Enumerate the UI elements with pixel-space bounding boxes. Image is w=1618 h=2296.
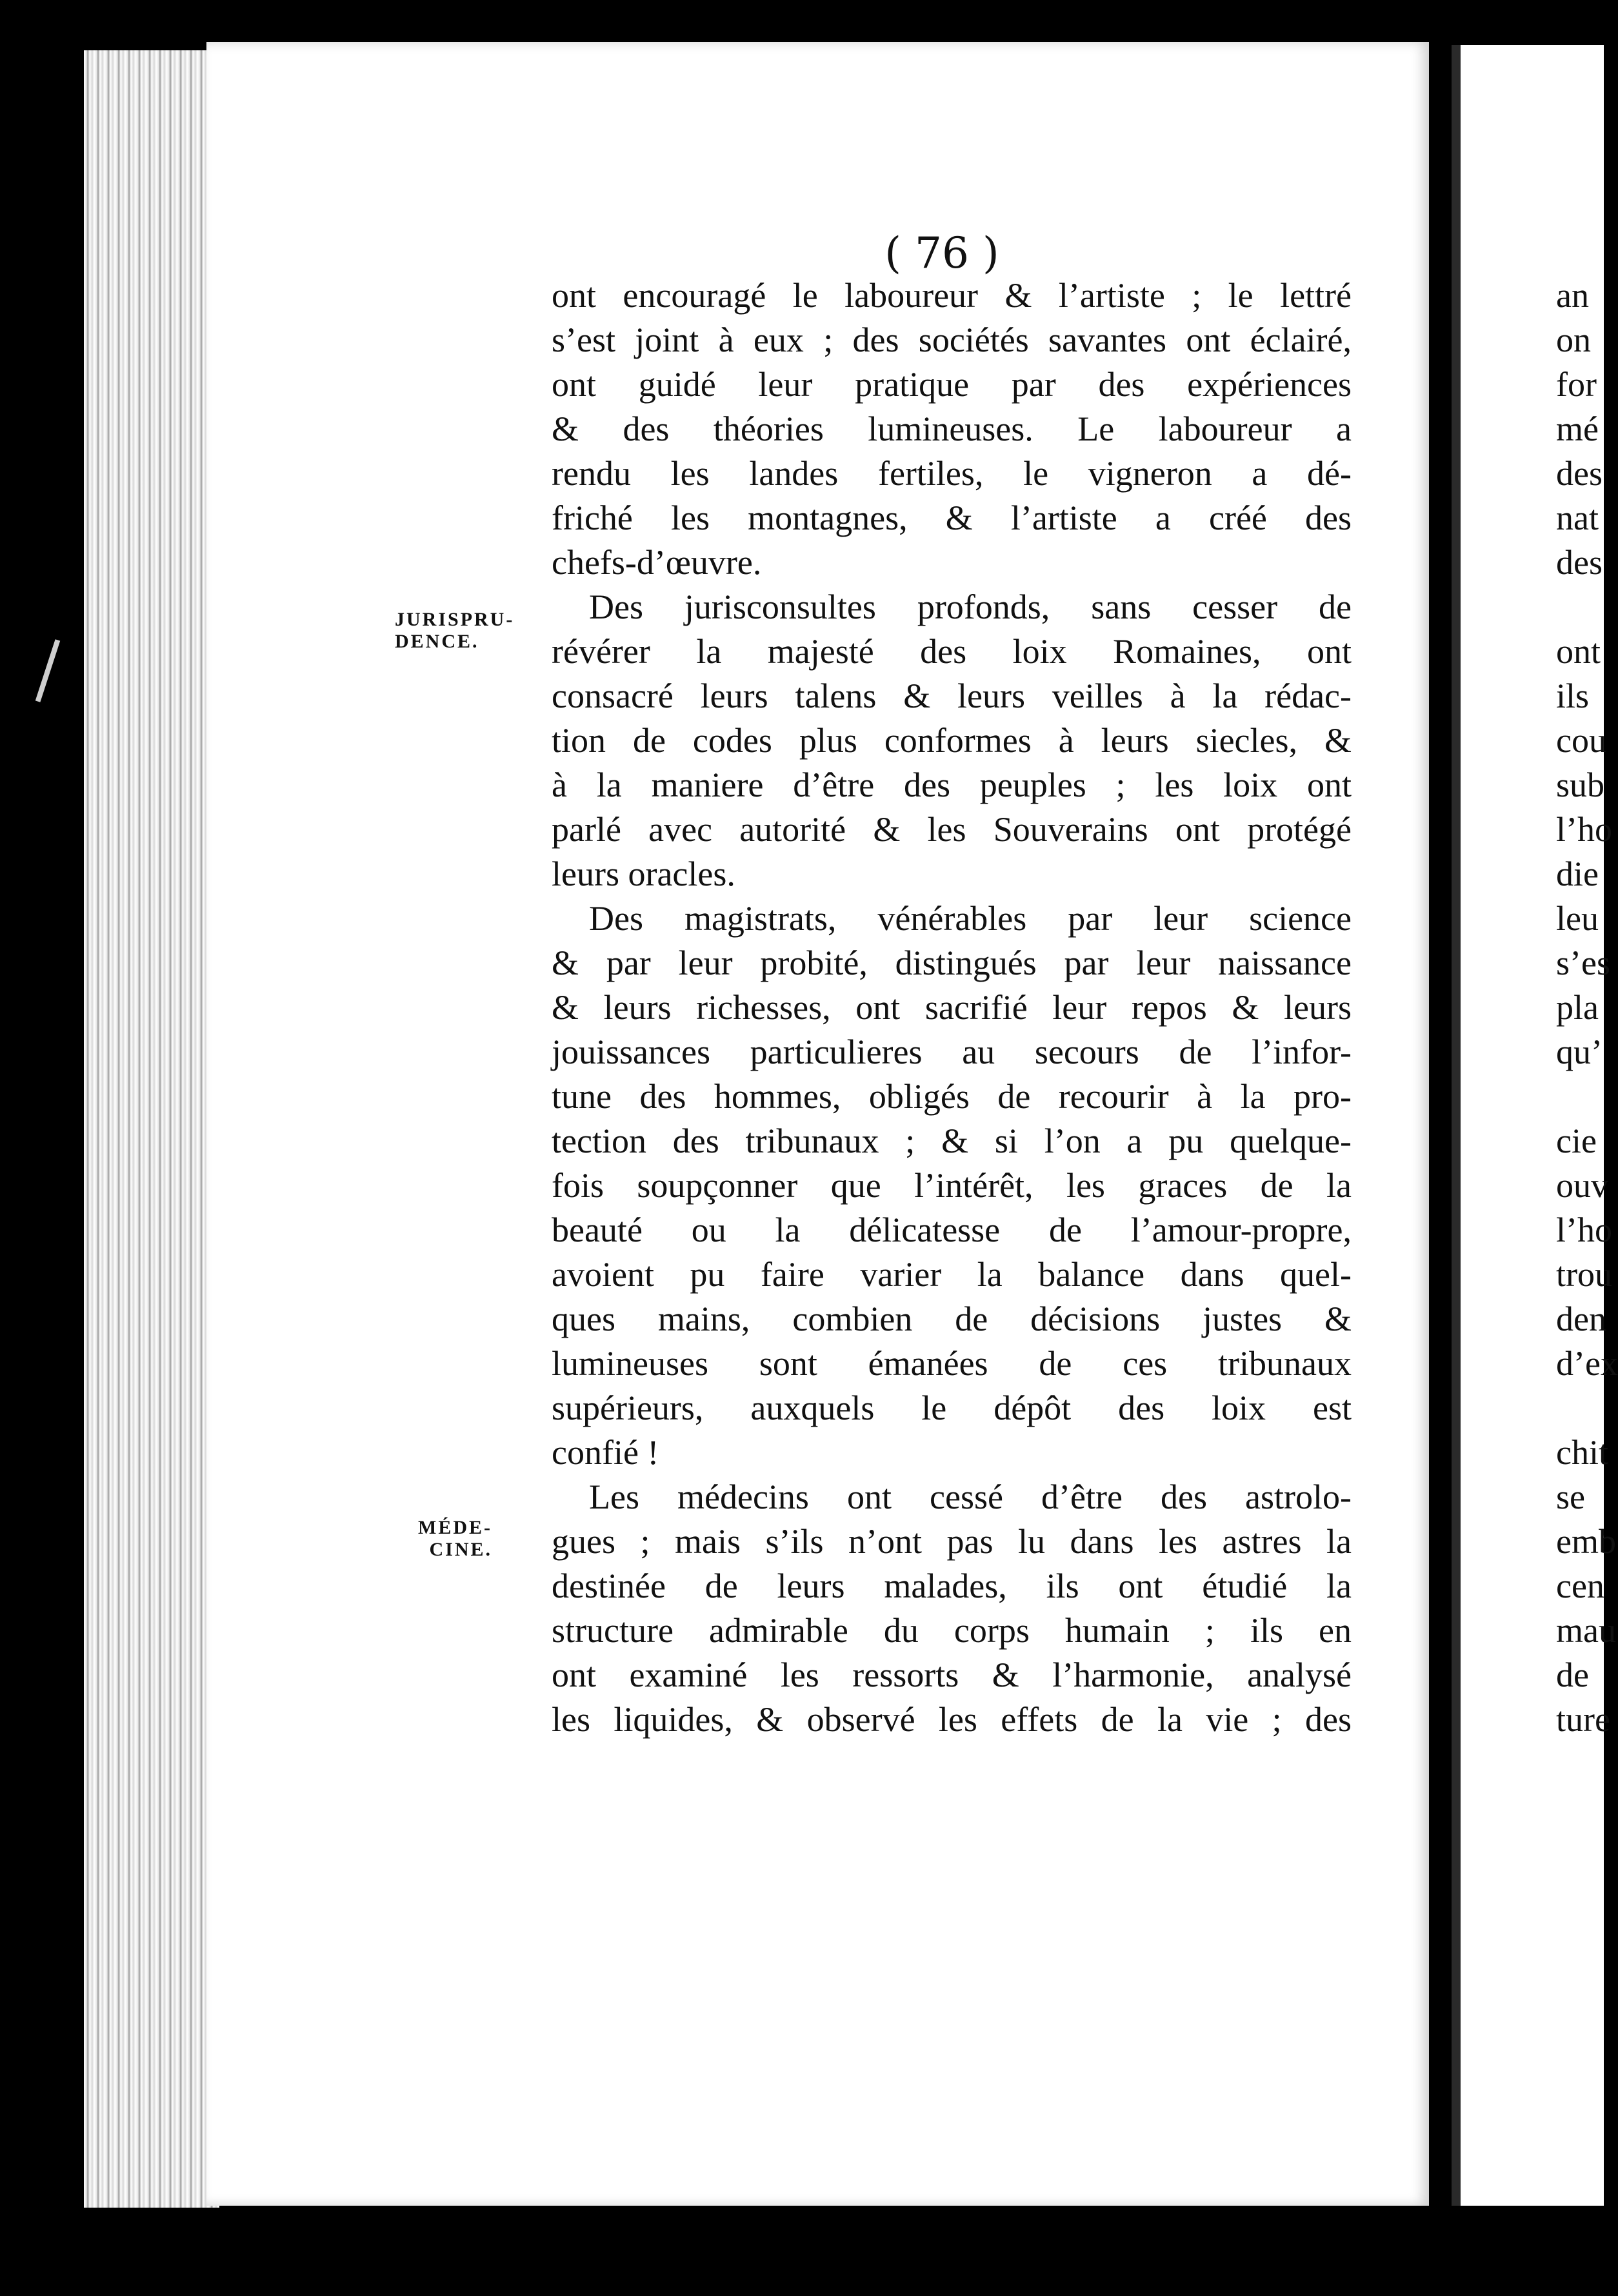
text-line: friché les montagnes, & l’artiste a créé des xyxy=(552,499,1352,537)
text-line: leurs oracles. xyxy=(552,855,735,893)
next-page-fragment: ture xyxy=(1556,1700,1610,1739)
text-line: fois soupçonner que l’intérêt, les graces de la xyxy=(552,1166,1352,1205)
paragraph-jurisprudence xyxy=(552,585,1352,896)
text-line: parlé avec autorité & les Souverains ont protégé xyxy=(552,810,1352,849)
next-page-fragment: s’es xyxy=(1556,944,1610,982)
margin-mark xyxy=(35,639,61,702)
next-page-fragment: ont xyxy=(1556,632,1601,671)
next-page-fragment: sub xyxy=(1556,766,1605,804)
paragraph-agriculture xyxy=(552,273,1352,585)
next-page-edge xyxy=(1452,45,1618,2206)
text-line: à la maniere d’être des peuples ; les loix ont xyxy=(552,766,1352,804)
text-line: chefs-d’œuvre. xyxy=(552,543,762,582)
next-page-fragment: l’ho xyxy=(1556,810,1612,849)
next-page-fragment: leu xyxy=(1556,899,1599,938)
text-line: beauté ou la délicatesse de l’amour-propre, xyxy=(552,1211,1352,1249)
text-line: & par leur probité, distingués par leur naissance xyxy=(552,944,1352,982)
text-line: Des magistrats, vénérables par leur science xyxy=(589,899,1352,938)
next-page-fragment: emb xyxy=(1556,1522,1616,1561)
next-page-fragment: se xyxy=(1556,1478,1585,1516)
text-line: lumineuses sont émanées de ces tribunaux xyxy=(552,1344,1352,1383)
next-page-fragment: cie xyxy=(1556,1122,1597,1160)
text-line: tion de codes plus conformes à leurs siecles, & xyxy=(552,721,1352,760)
next-page-fragment: mau xyxy=(1556,1611,1616,1650)
text-line: rendu les landes fertiles, le vigneron a dé- xyxy=(552,454,1352,493)
text-line: ont examiné les ressorts & l’harmonie, analysé xyxy=(552,1656,1352,1694)
text-line: jouissances particulieres au secours de l’infor- xyxy=(552,1033,1352,1071)
next-page-fragment: qu’ xyxy=(1556,1033,1603,1071)
text-line: structure admirable du corps humain ; ils en xyxy=(552,1611,1352,1650)
next-page-fragment: den xyxy=(1556,1300,1606,1338)
next-page-fragment: an xyxy=(1556,276,1589,315)
next-page-fragment: l’ho xyxy=(1556,1211,1612,1249)
next-page-fragment: chit xyxy=(1556,1433,1608,1472)
text-line: ques mains, combien de décisions justes & xyxy=(552,1300,1352,1338)
text-line: destinée de leurs malades, ils ont étudié la xyxy=(552,1567,1352,1605)
next-page-fragment: die xyxy=(1556,855,1599,893)
marginal-note-line: CINE. xyxy=(429,1539,492,1560)
marginal-note-medecine xyxy=(418,1517,492,1561)
text-line: ont guidé leur pratique par des expériences xyxy=(552,365,1352,404)
next-page-fragment: trou xyxy=(1556,1255,1612,1294)
text-line: révérer la majesté des loix Romaines, ont xyxy=(552,632,1352,671)
next-page-fragment: de xyxy=(1556,1656,1589,1694)
next-page-fragment: cen xyxy=(1556,1567,1604,1605)
next-page-fragment: for xyxy=(1556,365,1597,404)
next-page-fragment: ils xyxy=(1556,677,1590,715)
text-line: gues ; mais s’ils n’ont pas lu dans les astres la xyxy=(552,1522,1352,1561)
text-line: consacré leurs talens & leurs veilles à la rédac- xyxy=(552,677,1352,715)
text-line: tection des tribunaux ; & si l’on a pu quelque- xyxy=(552,1122,1352,1160)
page-number: ( 76 ) xyxy=(884,228,999,278)
text-line: & leurs richesses, ont sacrifié leur repos & leurs xyxy=(552,988,1352,1027)
next-page-fragment: mé xyxy=(1556,410,1599,448)
next-page-fragment: des xyxy=(1556,454,1603,493)
next-page-fragment: des xyxy=(1556,543,1603,582)
text-line: les liquides, & observé les effets de la vie ; des xyxy=(552,1700,1352,1739)
next-page-fragment: cou xyxy=(1556,721,1606,760)
marginal-note-line: MÉDE- xyxy=(418,1517,492,1538)
next-page-fragment: ouv xyxy=(1556,1166,1608,1205)
text-column xyxy=(552,273,1352,1742)
page-edges xyxy=(84,50,219,2208)
next-page-fragment: pla xyxy=(1556,988,1599,1027)
text-line: & des théories lumineuses. Le laboureur a xyxy=(552,410,1352,448)
text-line: ont encouragé le laboureur & l’artiste ; le lettré xyxy=(552,276,1352,315)
marginal-note-jurisprudence xyxy=(395,609,514,653)
text-line: s’est joint à eux ; des sociétés savantes ont éclairé, xyxy=(552,321,1352,359)
paragraph-magistrats xyxy=(552,896,1352,1475)
text-line: tune des hommes, obligés de recourir à la pro- xyxy=(552,1077,1352,1116)
marginal-note-line: JURISPRU- xyxy=(395,609,515,630)
marginal-note-line: DENCE. xyxy=(395,631,479,652)
next-page-fragment: d’ex xyxy=(1556,1344,1618,1383)
paragraph-medecine xyxy=(552,1475,1352,1742)
text-line: avoient pu faire varier la balance dans quel- xyxy=(552,1255,1352,1294)
next-page-fragment: nat xyxy=(1556,499,1599,537)
text-line: confié ! xyxy=(552,1433,659,1472)
text-line: supérieurs, auxquels le dépôt des loix est xyxy=(552,1389,1352,1427)
text-line: Des jurisconsultes profonds, sans cesser de xyxy=(589,588,1352,626)
next-page-fragment: on xyxy=(1556,321,1591,359)
text-line: Les médecins ont cessé d’être des astrolo- xyxy=(589,1478,1352,1516)
